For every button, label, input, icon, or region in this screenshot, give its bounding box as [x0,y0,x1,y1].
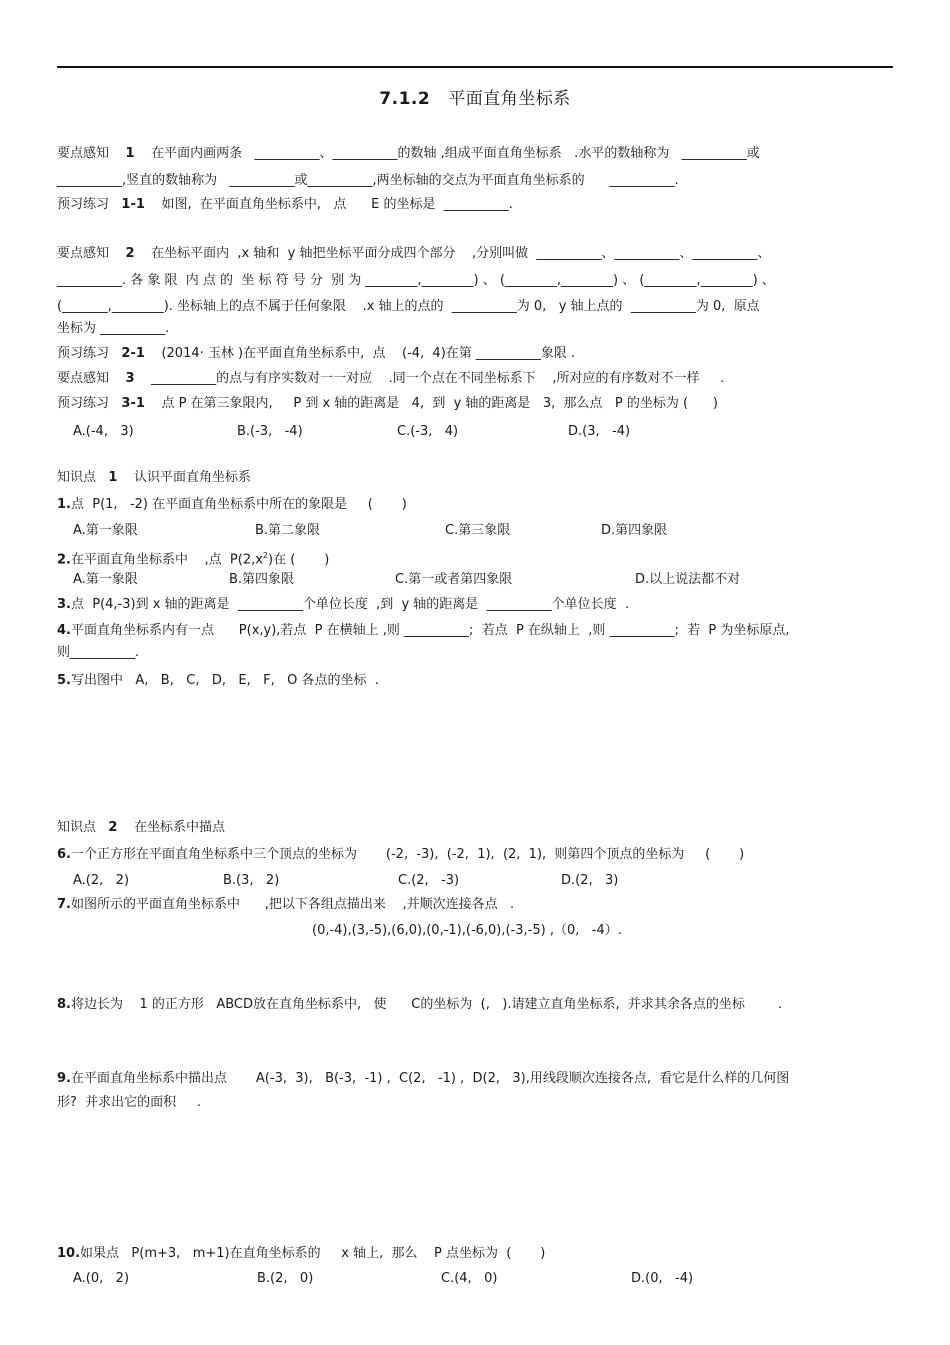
knowledge-point-2 [57,819,225,837]
key-point-label: 要点感知 [57,246,110,261]
exponent: 2 [262,551,269,560]
key-point-number: 2 [125,246,135,261]
key-point-2-line-1 [57,245,770,263]
page-title [0,84,950,109]
question-2 [57,547,329,569]
practice-label: 预习练习 [57,197,110,212]
question-number: 8. [57,997,71,1012]
question-text: 将边长为 1 的正方形 ABCD放在直角坐标系中, 使 C的坐标为 (, ).请建立直角坐标系, 并求其余各点的坐标 . [70,997,783,1012]
option-d: D.(3, -4) [568,424,631,439]
question-5 [57,672,379,690]
option-b: B.第二象限 [255,523,321,538]
key-point-label: 要点感知 [57,371,110,386]
question-9-line-2: 形? 并求出它的面积 . [57,1095,201,1110]
option-b: B.(2, 0) [257,1271,314,1286]
knowledge-point-1 [57,469,251,487]
question-8 [57,996,782,1014]
key-point-text: __________的点与有序实数对一一对应 .同一个点在不同坐标系下 ,所对应的有序数对不一样 . [151,371,725,386]
knowledge-title: 在坐标系中描点 [134,820,226,835]
question-4 [57,622,789,640]
option-c: C.(4, 0) [441,1271,498,1286]
practice-label: 预习练习 [57,396,110,411]
question-number: 7. [57,897,71,912]
practice-text: (2014· 玉林 )在平面直角坐标系中, 点 (-4, 4)在第 __________象限 . [161,346,576,361]
key-point-2-line-2: __________. 各 象 限 内 点 的 坐 标 符 号 分 别 为 ________,________) 、 (________,________) 、 (________,________) 、 [57,273,775,288]
question-7 [57,896,514,914]
option-d: D.以上说法都不对 [635,572,741,587]
key-point-number: 1 [125,146,135,161]
practice-text: 点 P 在第三象限内, P 到 x 轴的距离是 4, 到 y 轴的距离是 3, 那么点 P 的坐标为 ( ) [161,396,718,411]
knowledge-label: 知识点 [57,820,97,835]
question-text: 写出图中 A, B, C, D, E, F, O 各点的坐标 . [70,673,379,688]
question-number: 5. [57,673,71,688]
option-a: A.(0, 2) [73,1271,130,1286]
option-c: C.(2, -3) [398,873,460,888]
option-a: A.第一象限 [73,523,138,538]
question-number: 4. [57,623,71,638]
top-rule [57,66,893,68]
question-number: 6. [57,847,71,862]
knowledge-number: 2 [108,820,118,835]
question-number: 9. [57,1071,71,1086]
question-text: 点 P(1, -2) 在平面直角坐标系中所在的象限是 ( ) [70,497,407,512]
practice-2-1 [57,345,575,363]
option-b: B.第四象限 [229,572,295,587]
question-3 [57,596,629,614]
section-title: 平面直角坐标系 [448,89,571,109]
practice-1-1 [57,196,513,214]
option-d: D.(2, 3) [561,873,619,888]
knowledge-label: 知识点 [57,470,97,485]
question-number: 10. [57,1246,81,1261]
option-a: A.(2, 2) [73,873,130,888]
question-text: 在平面直角坐标系中描出点 A(-3, 3), B(-3, -1) , C(2, -1) , D(2, 3),用线段顺次连接各点, 看它是什么样的几何图 [70,1071,790,1086]
option-d: D.(0, -4) [631,1271,694,1286]
question-number: 3. [57,597,71,612]
question-text: 如图所示的平面直角坐标系中 ,把以下各组点描出来 ,并顺次连接各点 . [70,897,515,912]
knowledge-title: 认识平面直角坐标系 [134,470,252,485]
option-d: D.第四象限 [601,523,668,538]
key-point-text: 在坐标平面内 ,x 轴和 y 轴把坐标平面分成四个部分 ,分别叫做 __________、__________、__________、 [151,246,771,261]
question-number: 2. [57,552,71,568]
option-c: C.(-3, 4) [397,424,459,439]
question-6 [57,846,744,864]
option-b: B.(-3, -4) [237,424,303,439]
practice-text: 如图, 在平面直角坐标系中, 点 E 的坐标是 __________. [161,197,513,212]
question-text: 在平面直角坐标系中 ,点 P(2,x [70,552,263,568]
section-number: 7.1.2 [379,89,431,109]
key-point-label: 要点感知 [57,146,110,161]
option-a: A.第一象限 [73,572,138,587]
question-text-tail: )在 ( ) [268,552,330,568]
practice-number: 3-1 [121,396,145,411]
key-point-3 [57,370,724,388]
question-text: 平面直角坐标系内有一点 P(x,y),若点 P 在横轴上 ,则 __________; 若点 P 在纵轴上 ,则 __________; 若 P 为坐标原点, [70,623,790,638]
practice-number: 1-1 [121,197,145,212]
question-9 [57,1070,789,1088]
question-text: 如果点 P(m+3, m+1)在直角坐标系的 x 轴上, 那么 P 点坐标为 ( ) [80,1246,546,1261]
knowledge-number: 1 [108,470,118,485]
practice-label: 预习练习 [57,346,110,361]
option-a: A.(-4, 3) [73,424,134,439]
option-c: C.第一或者第四象限 [395,572,513,587]
key-point-text: 在平面内画两条 __________、__________的数轴 ,组成平面直角坐标系 .水平的数轴称为 __________或 [151,146,760,161]
key-point-number: 3 [125,371,135,386]
practice-3-1 [57,395,718,413]
practice-number: 2-1 [121,346,145,361]
option-c: C.第三象限 [445,523,511,538]
question-7-points: (0,-4),(3,-5),(6,0),(0,-1),(-6,0),(-3,-5) ,（0, -4）. [312,923,622,938]
question-text: 一个正方形在平面直角坐标系中三个顶点的坐标为 (-2, -3), (-2, 1), (2, 1), 则第四个顶点的坐标为 ( ) [70,847,745,862]
question-text: 点 P(4,-3)到 x 轴的距离是 __________个单位长度 ,到 y 轴的距离是 __________个单位长度 . [70,597,629,612]
key-point-2-line-3: (_______,________). 坐标轴上的点不属于任何象限 .x 轴上的点的 __________为 0, y 轴上点的 __________为 0, 原点 [57,299,760,314]
question-1 [57,496,407,514]
option-b: B.(3, 2) [223,873,280,888]
key-point-1-line-1 [57,145,760,163]
question-number: 1. [57,497,71,512]
question-10 [57,1245,545,1263]
question-4-line-2: 则__________. [57,645,140,660]
key-point-2-line-4: 坐标为 __________. [57,321,170,336]
key-point-1-line-2: __________,竖直的数轴称为 __________或__________,两坐标轴的交点为平面直角坐标系的 __________. [57,173,679,188]
